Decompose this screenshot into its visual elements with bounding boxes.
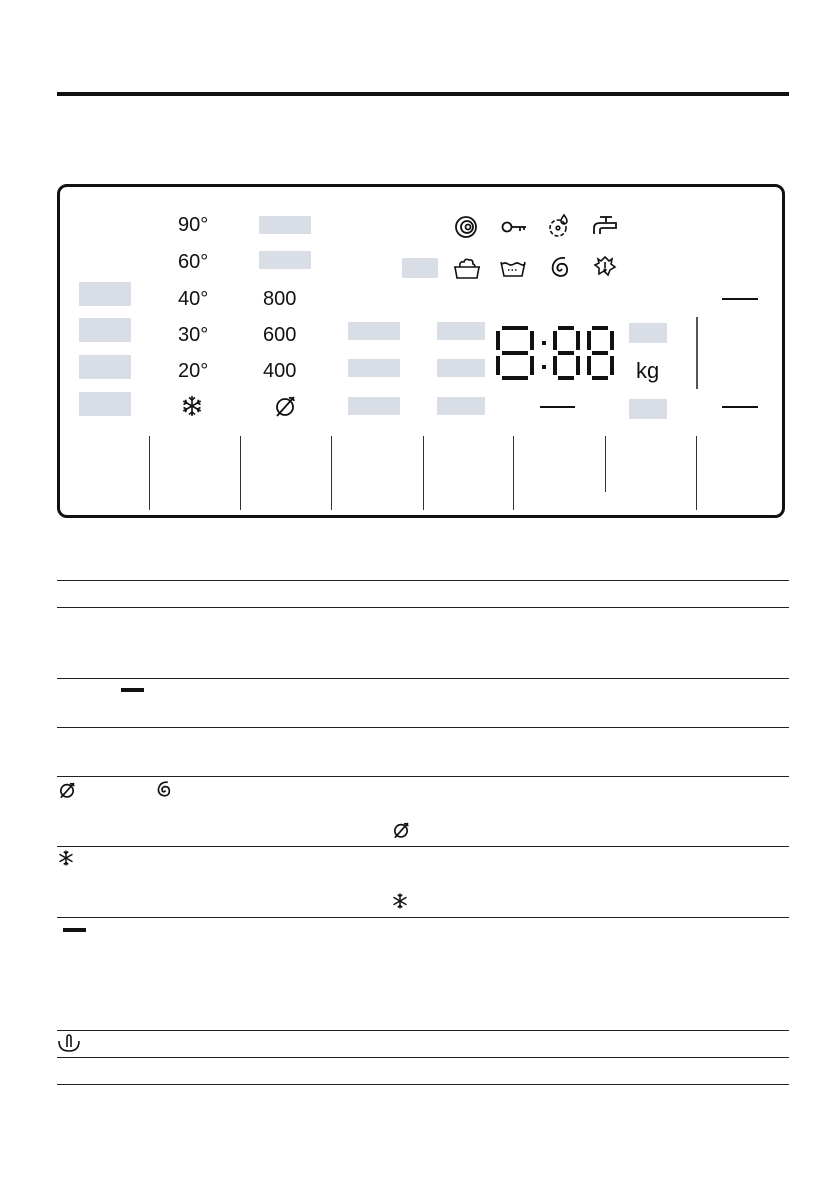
table-rule bbox=[57, 1057, 789, 1058]
button-pad-2 bbox=[79, 318, 131, 342]
rinse-spiral-icon bbox=[548, 254, 572, 280]
button-pad-13 bbox=[402, 258, 438, 278]
control-panel-diagram bbox=[57, 184, 785, 518]
temperature-label: 90° bbox=[178, 214, 209, 236]
button-pad-8 bbox=[348, 359, 400, 377]
spin-drop-icon bbox=[546, 213, 572, 239]
table-rule bbox=[57, 917, 789, 918]
panel-divider bbox=[149, 436, 150, 510]
cold-snowflake-icon bbox=[391, 892, 409, 910]
button-pad-3 bbox=[79, 355, 131, 379]
table-rule bbox=[57, 846, 789, 847]
temperature-label: 20° bbox=[178, 360, 209, 382]
button-pad-14 bbox=[629, 323, 667, 343]
cold-snowflake-icon bbox=[57, 849, 75, 867]
button-pad-15 bbox=[629, 399, 667, 419]
detergent-dosing-icon bbox=[57, 1033, 81, 1053]
button-pad-7 bbox=[348, 322, 400, 340]
panel-divider bbox=[605, 436, 606, 492]
button-pad-6 bbox=[259, 251, 311, 269]
display-dash bbox=[540, 406, 575, 408]
spin-speed-label: 400 bbox=[263, 360, 297, 382]
button-pad-10 bbox=[437, 322, 485, 340]
temperature-label: 40° bbox=[178, 288, 209, 310]
table-rule bbox=[57, 727, 789, 728]
table-rule bbox=[57, 580, 789, 581]
stain-icon bbox=[592, 253, 618, 279]
table-rule bbox=[57, 678, 789, 679]
weight-unit-label: kg bbox=[636, 358, 660, 383]
right-bar bbox=[696, 317, 698, 389]
water-tap-icon bbox=[592, 214, 618, 238]
button-pad-11 bbox=[437, 359, 485, 377]
panel-divider bbox=[513, 436, 514, 510]
panel-divider bbox=[423, 436, 424, 510]
spin-speed-label: 800 bbox=[263, 288, 297, 310]
right-dash-bottom bbox=[722, 406, 758, 408]
intensive-icon bbox=[453, 214, 479, 240]
right-dash-top bbox=[722, 298, 758, 300]
time-display bbox=[494, 325, 618, 381]
top-rule bbox=[57, 92, 789, 96]
no-spin-icon bbox=[391, 820, 411, 840]
button-pad-5 bbox=[259, 216, 311, 234]
no-spin-icon bbox=[57, 780, 77, 800]
cold-snowflake-icon bbox=[180, 394, 204, 418]
rinse-spiral-icon bbox=[155, 779, 173, 799]
panel-divider bbox=[696, 436, 697, 510]
panel-divider bbox=[331, 436, 332, 510]
button-pad-9 bbox=[348, 397, 400, 415]
table-rule bbox=[57, 1030, 789, 1031]
table-rule bbox=[57, 607, 789, 608]
no-spin-icon bbox=[272, 393, 298, 419]
temperature-label: 30° bbox=[178, 324, 209, 346]
temperature-label: 60° bbox=[178, 251, 209, 273]
dash-symbol bbox=[121, 688, 144, 692]
panel-divider bbox=[240, 436, 241, 510]
wash-tub-icon bbox=[499, 258, 527, 278]
table-rule bbox=[57, 776, 789, 777]
table-rule bbox=[57, 1084, 789, 1085]
child-lock-key-icon bbox=[500, 217, 528, 237]
dash-symbol bbox=[63, 928, 86, 932]
button-pad-1 bbox=[79, 282, 131, 306]
button-pad-4 bbox=[79, 392, 131, 416]
button-pad-12 bbox=[437, 397, 485, 415]
spin-speed-label: 600 bbox=[263, 324, 297, 346]
prewash-icon bbox=[453, 255, 481, 281]
